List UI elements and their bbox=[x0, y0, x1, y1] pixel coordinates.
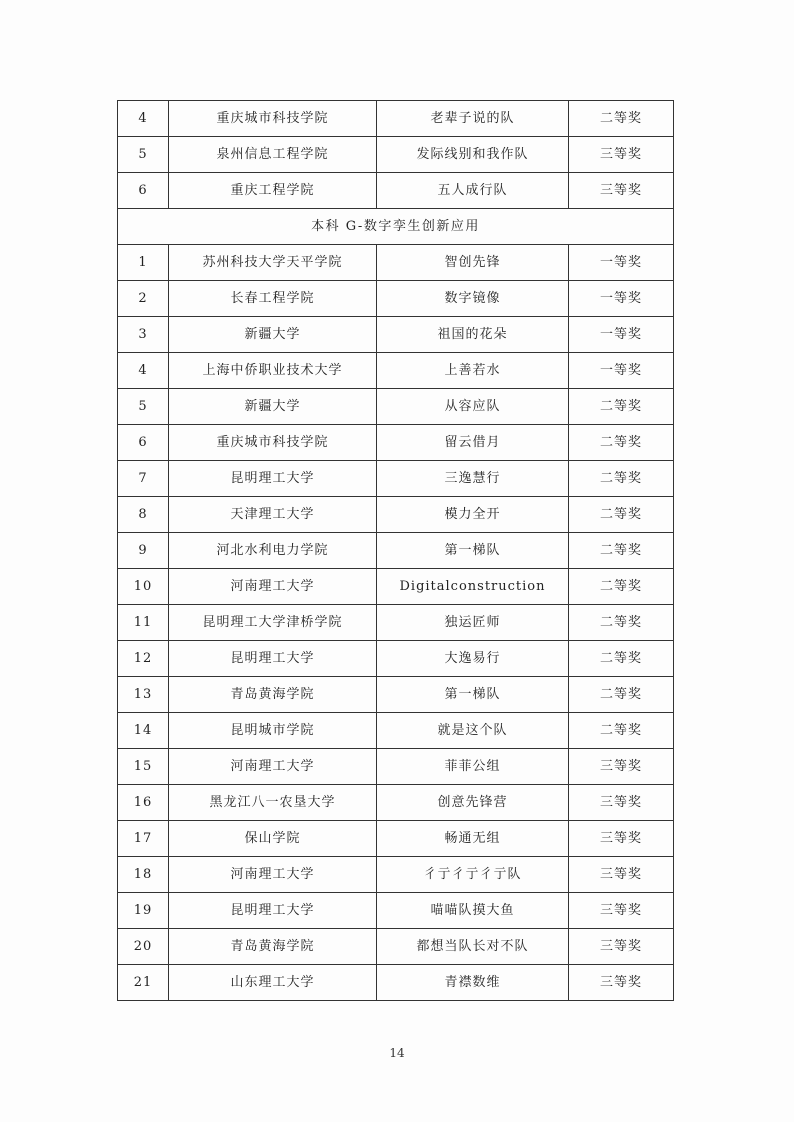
school-name: 河南理工大学 bbox=[169, 569, 377, 605]
row-number: 20 bbox=[118, 929, 169, 965]
award-level: 一等奖 bbox=[569, 281, 674, 317]
table-row bbox=[118, 389, 674, 425]
page-number: 14 bbox=[389, 1046, 405, 1060]
school-name: 河南理工大学 bbox=[169, 749, 377, 785]
award-level: 二等奖 bbox=[569, 497, 674, 533]
school-name: 青岛黄海学院 bbox=[169, 677, 377, 713]
team-name: 菲菲公组 bbox=[377, 749, 569, 785]
award-level: 三等奖 bbox=[569, 749, 674, 785]
row-number: 1 bbox=[118, 245, 169, 281]
award-level: 三等奖 bbox=[569, 173, 674, 209]
table-row bbox=[118, 785, 674, 821]
school-name: 青岛黄海学院 bbox=[169, 929, 377, 965]
team-name: 彳亍彳亍彳亍队 bbox=[377, 857, 569, 893]
school-name: 河南理工大学 bbox=[169, 857, 377, 893]
school-name: 保山学院 bbox=[169, 821, 377, 857]
school-name: 苏州科技大学天平学院 bbox=[169, 245, 377, 281]
award-level: 三等奖 bbox=[569, 965, 674, 1001]
school-name: 新疆大学 bbox=[169, 389, 377, 425]
section-row bbox=[118, 209, 674, 245]
school-name: 昆明城市学院 bbox=[169, 713, 377, 749]
row-number: 17 bbox=[118, 821, 169, 857]
award-level: 二等奖 bbox=[569, 101, 674, 137]
table-row bbox=[118, 173, 674, 209]
row-number: 7 bbox=[118, 461, 169, 497]
table-row bbox=[118, 569, 674, 605]
row-number: 6 bbox=[118, 173, 169, 209]
table-row bbox=[118, 281, 674, 317]
team-name: 发际线别和我作队 bbox=[377, 137, 569, 173]
award-level: 二等奖 bbox=[569, 605, 674, 641]
table-row bbox=[118, 749, 674, 785]
award-level: 一等奖 bbox=[569, 245, 674, 281]
award-level: 二等奖 bbox=[569, 641, 674, 677]
row-number: 4 bbox=[118, 101, 169, 137]
table-row bbox=[118, 317, 674, 353]
team-name: 喵喵队摸大鱼 bbox=[377, 893, 569, 929]
school-name: 山东理工大学 bbox=[169, 965, 377, 1001]
table-row bbox=[118, 857, 674, 893]
row-number: 14 bbox=[118, 713, 169, 749]
school-name: 河北水利电力学院 bbox=[169, 533, 377, 569]
row-number: 3 bbox=[118, 317, 169, 353]
team-name: 第一梯队 bbox=[377, 677, 569, 713]
team-name: 留云借月 bbox=[377, 425, 569, 461]
table-row bbox=[118, 533, 674, 569]
team-name: Digitalconstruction bbox=[377, 569, 569, 605]
school-name: 昆明理工大学 bbox=[169, 461, 377, 497]
award-level: 三等奖 bbox=[569, 893, 674, 929]
award-level: 二等奖 bbox=[569, 713, 674, 749]
row-number: 16 bbox=[118, 785, 169, 821]
table-row bbox=[118, 641, 674, 677]
school-name: 重庆城市科技学院 bbox=[169, 425, 377, 461]
team-name: 独运匠师 bbox=[377, 605, 569, 641]
table-row bbox=[118, 605, 674, 641]
award-level: 三等奖 bbox=[569, 929, 674, 965]
award-level: 一等奖 bbox=[569, 353, 674, 389]
table-row bbox=[118, 929, 674, 965]
table-row bbox=[118, 965, 674, 1001]
row-number: 18 bbox=[118, 857, 169, 893]
team-name: 青襟数维 bbox=[377, 965, 569, 1001]
table-row bbox=[118, 101, 674, 137]
award-level: 二等奖 bbox=[569, 533, 674, 569]
school-name: 昆明理工大学津桥学院 bbox=[169, 605, 377, 641]
row-number: 5 bbox=[118, 137, 169, 173]
row-number: 6 bbox=[118, 425, 169, 461]
award-level: 三等奖 bbox=[569, 821, 674, 857]
team-name: 从容应队 bbox=[377, 389, 569, 425]
table-row bbox=[118, 353, 674, 389]
award-level: 三等奖 bbox=[569, 137, 674, 173]
team-name: 五人成行队 bbox=[377, 173, 569, 209]
team-name: 三逸慧行 bbox=[377, 461, 569, 497]
school-name: 泉州信息工程学院 bbox=[169, 137, 377, 173]
award-level: 二等奖 bbox=[569, 569, 674, 605]
awards-table bbox=[117, 100, 674, 1001]
school-name: 昆明理工大学 bbox=[169, 893, 377, 929]
school-name: 长春工程学院 bbox=[169, 281, 377, 317]
school-name: 昆明理工大学 bbox=[169, 641, 377, 677]
table-row bbox=[118, 497, 674, 533]
team-name: 就是这个队 bbox=[377, 713, 569, 749]
row-number: 13 bbox=[118, 677, 169, 713]
award-level: 三等奖 bbox=[569, 857, 674, 893]
award-level: 三等奖 bbox=[569, 785, 674, 821]
row-number: 10 bbox=[118, 569, 169, 605]
school-name: 天津理工大学 bbox=[169, 497, 377, 533]
table-row bbox=[118, 677, 674, 713]
school-name: 重庆工程学院 bbox=[169, 173, 377, 209]
row-number: 8 bbox=[118, 497, 169, 533]
table-row bbox=[118, 713, 674, 749]
table-row bbox=[118, 137, 674, 173]
team-name: 大逸易行 bbox=[377, 641, 569, 677]
section-title: 本科 G-数字孪生创新应用 bbox=[118, 209, 674, 245]
row-number: 11 bbox=[118, 605, 169, 641]
row-number: 12 bbox=[118, 641, 169, 677]
team-name: 模力全开 bbox=[377, 497, 569, 533]
team-name: 智创先锋 bbox=[377, 245, 569, 281]
team-name: 创意先锋营 bbox=[377, 785, 569, 821]
award-level: 二等奖 bbox=[569, 425, 674, 461]
team-name: 数字镜像 bbox=[377, 281, 569, 317]
school-name: 黑龙江八一农垦大学 bbox=[169, 785, 377, 821]
award-level: 二等奖 bbox=[569, 461, 674, 497]
school-name: 上海中侨职业技术大学 bbox=[169, 353, 377, 389]
team-name: 老辈子说的队 bbox=[377, 101, 569, 137]
row-number: 15 bbox=[118, 749, 169, 785]
table-row bbox=[118, 425, 674, 461]
team-name: 第一梯队 bbox=[377, 533, 569, 569]
award-level: 一等奖 bbox=[569, 317, 674, 353]
team-name: 畅通无组 bbox=[377, 821, 569, 857]
row-number: 21 bbox=[118, 965, 169, 1001]
award-level: 二等奖 bbox=[569, 677, 674, 713]
row-number: 9 bbox=[118, 533, 169, 569]
row-number: 2 bbox=[118, 281, 169, 317]
team-name: 上善若水 bbox=[377, 353, 569, 389]
team-name: 祖国的花朵 bbox=[377, 317, 569, 353]
row-number: 5 bbox=[118, 389, 169, 425]
table-row bbox=[118, 461, 674, 497]
team-name: 都想当队长对不队 bbox=[377, 929, 569, 965]
row-number: 19 bbox=[118, 893, 169, 929]
table-row bbox=[118, 245, 674, 281]
award-level: 二等奖 bbox=[569, 389, 674, 425]
school-name: 新疆大学 bbox=[169, 317, 377, 353]
row-number: 4 bbox=[118, 353, 169, 389]
school-name: 重庆城市科技学院 bbox=[169, 101, 377, 137]
table-row bbox=[118, 821, 674, 857]
table-row bbox=[118, 893, 674, 929]
